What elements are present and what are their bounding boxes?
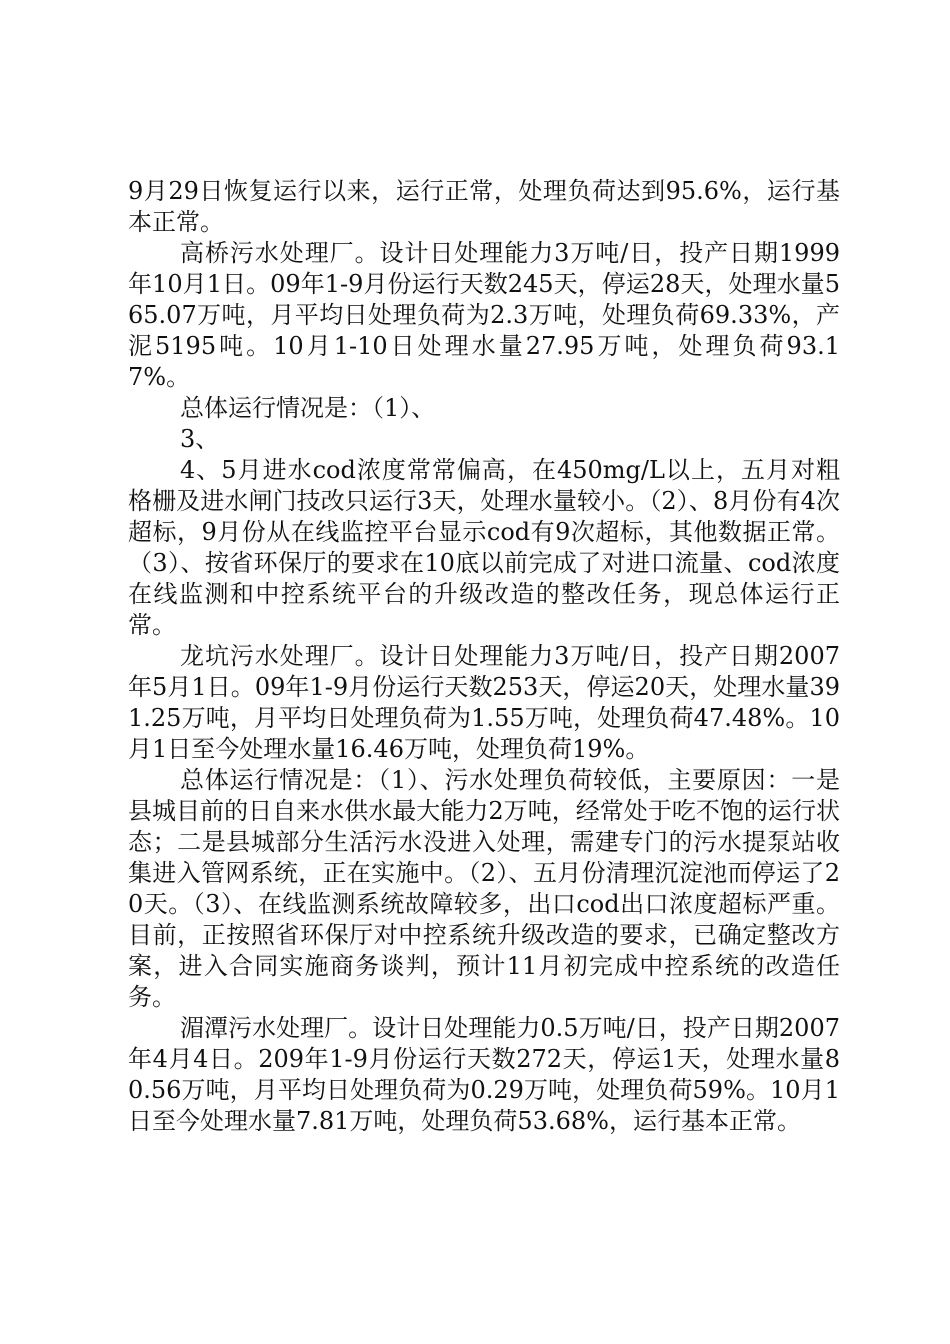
paragraph-continuation: 9月29日恢复运行以来，运行正常，处理负荷达到95.6%，运行基本正常。 xyxy=(128,177,840,236)
document-body xyxy=(128,176,840,1137)
paragraph-gaoqiao-summary-heading: 总体运行情况是：（1）、 xyxy=(180,394,436,422)
paragraph-gaoqiao-summary-item: 3、 xyxy=(180,425,220,453)
paragraph-gaoqiao-plant: 高桥污水处理厂。设计日处理能力3万吨/日，投产日期1999年10月1日。09年1-9月份运行天数245天，停运28天，处理水量565.07万吨，月平均日处理负荷为2.3万吨，处理负荷69.33%，产泥5195吨。10月1-10日处理水量27.95万吨，处理负荷93.17%。 xyxy=(128,239,840,391)
paragraph-longkeng-summary: 总体运行情况是：（1）、污水处理负荷较低，主要原因：一是县城目前的日自来水供水最大能力2万吨，经常处于吃不饱的运行状态；二是县城部分生活污水没进入处理，需建专门的污水提泵站收集进入管网系统，正在实施中。（2）、五月份清理沉淀池而停运了20天。（3）、在线监测系统故障较多，出口cod出口浓度超标严重。目前，正按照省环保厅对中控系统升级改造的要求，已确定整改方案，进入合同实施商务谈判，预计11月初完成中控系统的改造任务。 xyxy=(128,766,840,1011)
paragraph-meitan-plant: 湄潭污水处理厂。设计日处理能力0.5万吨/日，投产日期2007年4月4日。209年1-9月份运行天数272天，停运1天，处理水量80.56万吨，月平均日处理负荷为0.29万吨，处理负荷59%。10月1日至今处理水量7.81万吨，处理负荷53.68%，运行基本正常。 xyxy=(128,1014,840,1135)
paragraph-longkeng-plant: 龙坑污水处理厂。设计日处理能力3万吨/日，投产日期2007年5月1日。09年1-9月份运行天数253天，停运20天，处理水量391.25万吨，月平均日处理负荷为1.55万吨，处理负荷47.48%。10月1日至今处理水量16.46万吨，处理负荷19%。 xyxy=(128,642,840,763)
paragraph-gaoqiao-summary-details: 4、5月进水cod浓度常常偏高，在450mg/L以上，五月对粗格栅及进水闸门技改只运行3天，处理水量较小。（2）、8月份有4次超标，9月份从在线监控平台显示cod有9次超标，其他数据正常。（3）、按省环保厅的要求在10底以前完成了对进口流量、cod浓度在线监测和中控系统平台的升级改造的整改任务，现总体运行正常。 xyxy=(128,456,840,639)
